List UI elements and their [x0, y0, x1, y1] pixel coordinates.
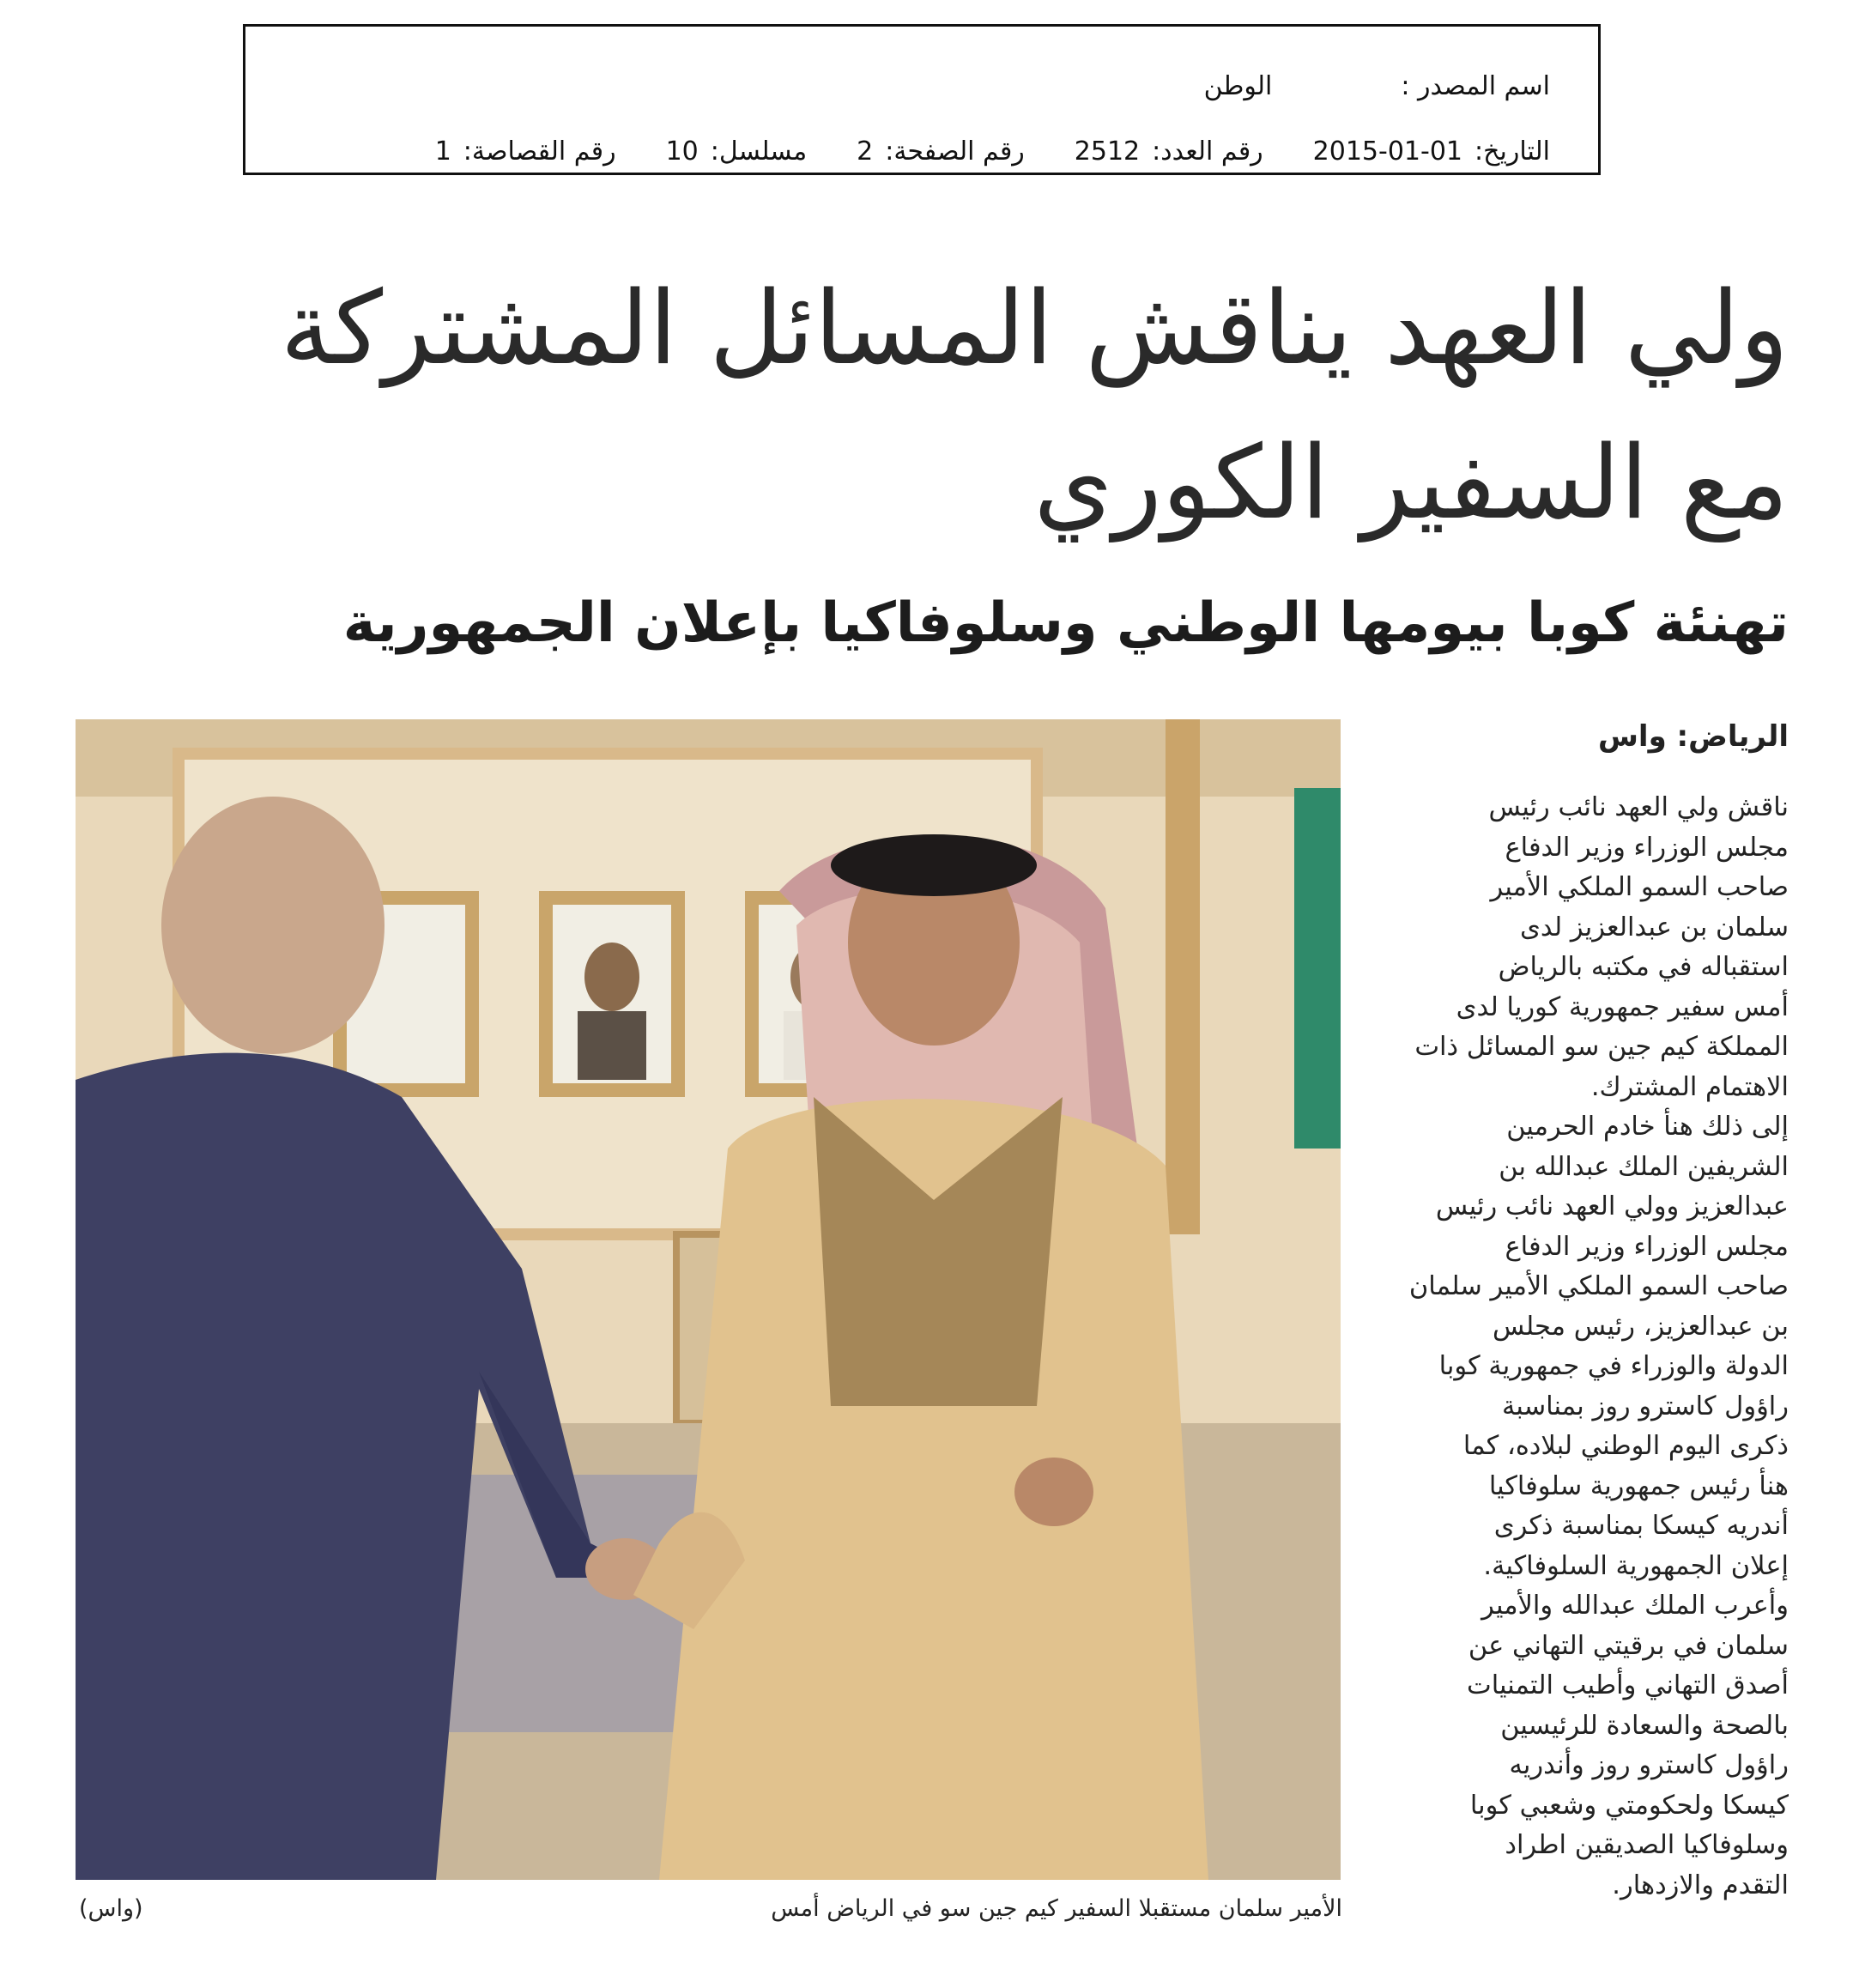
body-line: أصدق التهاني وأطيب التمنيات — [1466, 1670, 1789, 1700]
serial-field — [666, 136, 808, 167]
article-photo — [76, 719, 1341, 1880]
body-line: التقدم والازدهار. — [1612, 1870, 1789, 1900]
portrait-frame-1 — [539, 891, 685, 1097]
body-line: وسلوفاكيا الصديقين اطراد — [1505, 1830, 1789, 1860]
clip-label: رقم القصاصة: — [463, 136, 616, 167]
body-line: الاهتمام المشترك. — [1590, 1071, 1789, 1102]
body-line: صاحب السمو الملكي الأمير — [1490, 872, 1789, 902]
body-line: صاحب السمو الملكي الأمير سلمان — [1408, 1271, 1789, 1301]
body-line: أندريه كيسكا بمناسبة ذكرى — [1493, 1511, 1789, 1541]
body-line: هنأ رئيس جمهورية سلوفاكيا — [1488, 1470, 1789, 1501]
body-line: ناقش ولي العهد نائب رئيس — [1488, 792, 1789, 822]
dateline: الرياض: واس — [1598, 719, 1789, 754]
body-line: ذكرى اليوم الوطني لبلاده، كما — [1462, 1431, 1789, 1461]
body-line: وأعرب الملك عبدالله والأمير — [1481, 1591, 1789, 1621]
flag — [1294, 788, 1341, 1149]
serial-label: مسلسل: — [710, 136, 808, 167]
body-line: إلى ذلك هنأ خادم الحرمين — [1506, 1112, 1789, 1142]
date-value: 2015-01-01 — [1312, 136, 1463, 167]
body-line: أمس سفير جمهورية كوريا لدى — [1456, 991, 1789, 1022]
serial-value: 10 — [665, 136, 699, 167]
source-value: الوطن — [1203, 71, 1273, 101]
page-label: رقم الصفحة: — [885, 136, 1025, 167]
photo-caption: الأمير سلمان مستقبلا السفير كيم جين سو في الرياض أمس — [771, 1895, 1342, 1922]
body-line: كيسكا ولحكومتي وشعبي كوبا — [1469, 1790, 1789, 1821]
body-line: الشريفين الملك عبدالله بن — [1499, 1151, 1789, 1182]
body-line: المملكة كيم جين سو المسائل ذات — [1414, 1032, 1789, 1062]
issue-field — [1075, 136, 1263, 167]
page-field — [857, 136, 1025, 167]
metadata-box — [243, 24, 1601, 175]
wood-column — [1166, 719, 1200, 1234]
headline-line-2: مع السفير الكوري — [1033, 423, 1789, 542]
date-label: التاريخ: — [1474, 136, 1550, 167]
body-line: استقباله في مكتبه بالرياض — [1498, 952, 1789, 982]
issue-label: رقم العدد: — [1152, 136, 1263, 167]
headline — [72, 251, 1789, 560]
subheadline: تهنئة كوبا بيومها الوطني وسلوفاكيا بإعلان الجمهورية — [342, 591, 1789, 655]
body-line: راؤول كاسترو روز وأندريه — [1509, 1750, 1789, 1780]
metadata-row-source — [1204, 71, 1550, 101]
metadata-row-details — [435, 136, 1550, 167]
date-field — [1313, 136, 1550, 167]
body-line: بالصحة والسعادة للرئيسين — [1500, 1710, 1789, 1741]
article-body — [1359, 788, 1789, 1906]
issue-value: 2512 — [1074, 136, 1141, 167]
headline-line-1: ولي العهد يناقش المسائل المشتركة — [280, 269, 1789, 387]
body-line: إعلان الجمهورية السلوفاكية. — [1483, 1550, 1789, 1581]
body-line: الدولة والوزراء في جمهورية كوبا — [1438, 1351, 1789, 1381]
photo-illustration — [76, 719, 1341, 1880]
body-line: سلمان بن عبدالعزيز لدى — [1520, 912, 1789, 942]
body-line: مجلس الوزراء وزير الدفاع — [1505, 832, 1789, 863]
clip-value: 1 — [434, 136, 451, 167]
body-line: بن عبدالعزيز، رئيس مجلس — [1493, 1311, 1789, 1342]
body-line: سلمان في برقيتي التهاني عن — [1468, 1630, 1789, 1661]
body-line: راؤول كاسترو روز بمناسبة — [1502, 1391, 1789, 1421]
body-line: مجلس الوزراء وزير الدفاع — [1505, 1231, 1789, 1262]
body-line: عبدالعزيز وولي العهد نائب رئيس — [1435, 1191, 1789, 1221]
clip-field — [435, 136, 616, 167]
source-label: اسم المصدر : — [1401, 71, 1550, 101]
page-value: 2 — [857, 136, 874, 167]
source-field — [1401, 71, 1550, 101]
source-value-field — [1204, 71, 1273, 101]
photo-credit: (واس) — [79, 1895, 143, 1922]
